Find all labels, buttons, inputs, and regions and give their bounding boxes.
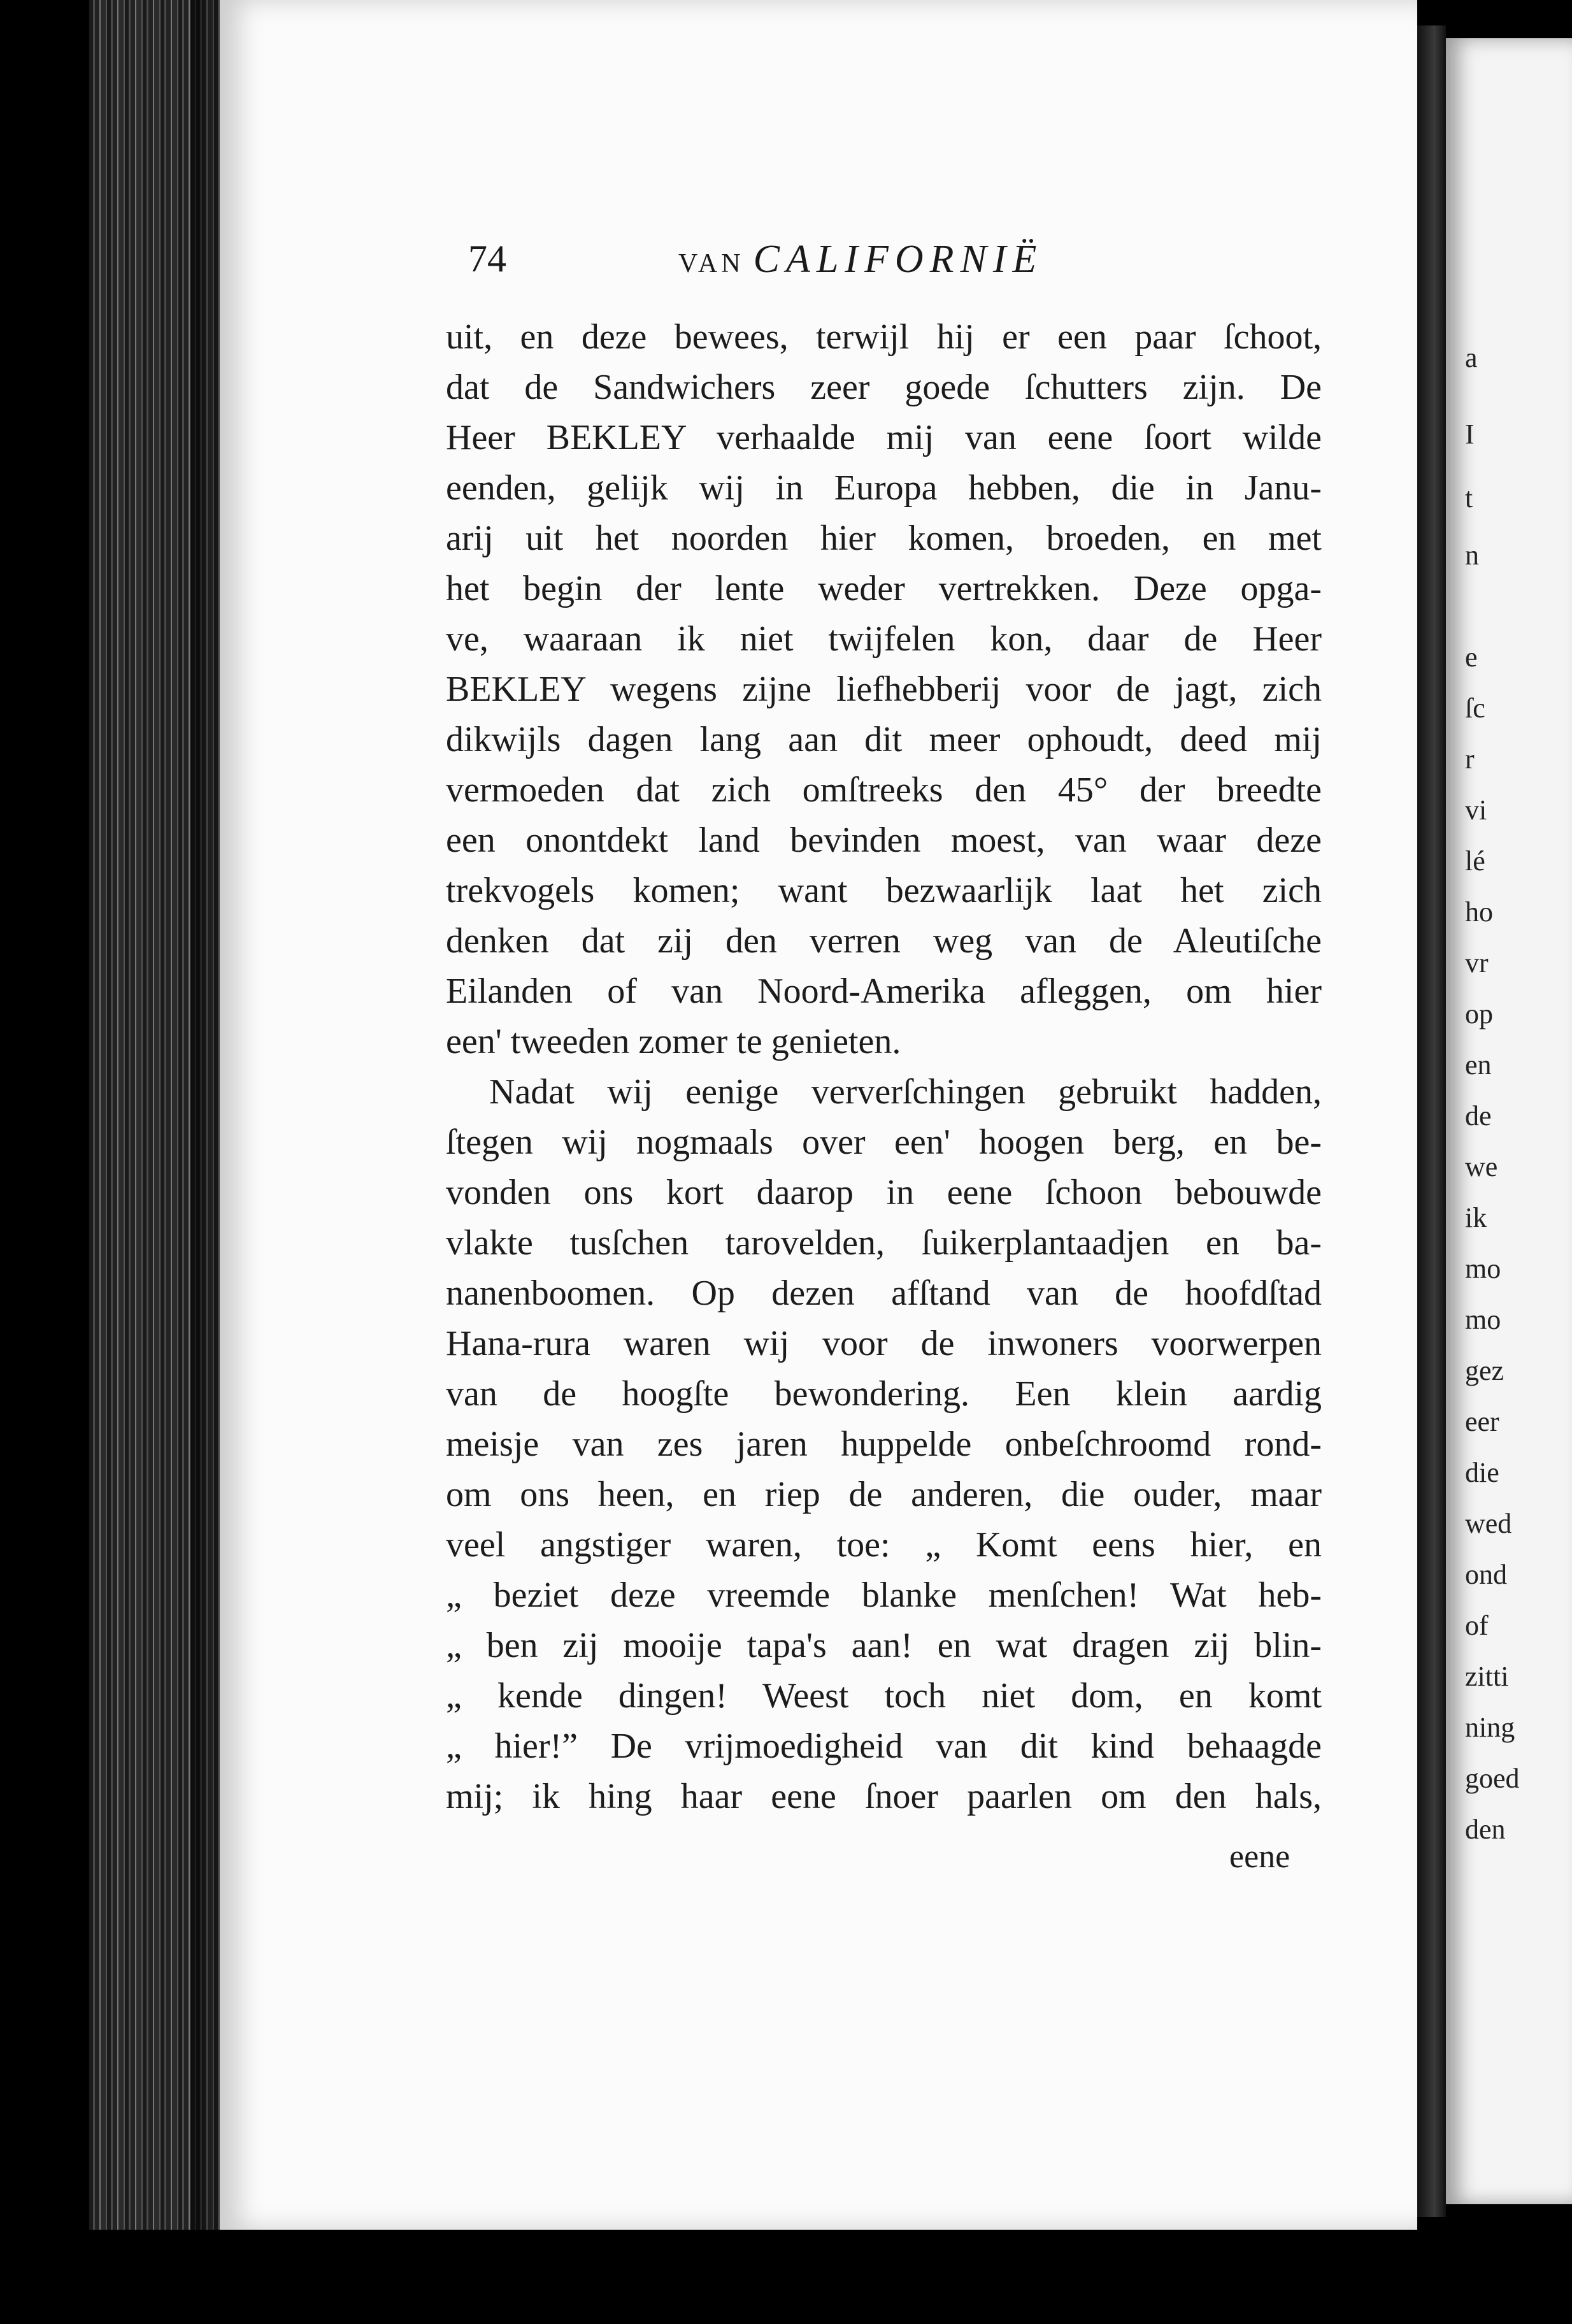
catchword: eene [1229,1839,1290,1875]
facing-page-fragment: lé [1465,845,1485,877]
facing-page-fragment: I [1465,419,1475,450]
page-gutter [1417,25,1446,2217]
text-line: Hana-rura waren wij voor de inwoners voorwerpen [446,1324,1322,1363]
text-line: veel angstiger waren, toe: „ Komt eens hier, en [446,1525,1322,1565]
facing-page-fragment: ond [1465,1559,1507,1590]
text-line: dat de Sandwichers zeer goede ſchutters zijn. De [446,368,1322,407]
facing-page-fragment: die [1465,1457,1499,1488]
facing-page-fragment: en [1465,1049,1492,1080]
text-line: „ hier!” De vrijmoedigheid van dit kind behaagde [446,1726,1322,1766]
text-line: vlakte tusſchen tarovelden, ſuikerplantaadjen en ba- [446,1223,1322,1263]
facing-page-fragment: n [1465,540,1479,571]
text-line: van de hoogſte bewondering. Een klein aardig [446,1374,1322,1414]
facing-page-fragment: e [1465,642,1478,673]
facing-page-fragment: mo [1465,1304,1501,1335]
text-line: om ons heen, en riep de anderen, die ouder, maar [446,1475,1322,1514]
facing-page-fragment: of [1465,1610,1489,1641]
text-line: arij uit het noorden hier komen, broeden, en met [446,519,1322,558]
text-line: een onontdekt land bevinden moest, van waar deze [446,821,1322,860]
text-line: trekvogels komen; want bezwaarlijk laat het zich [446,871,1322,910]
facing-page-fragment: gez [1465,1355,1504,1386]
text-line: dikwijls dagen lang aan dit meer ophoudt, deed mij [446,720,1322,759]
facing-page-fragment: op [1465,998,1493,1029]
facing-page-fragment: den [1465,1814,1506,1845]
facing-page-fragment: a [1465,342,1478,373]
facing-page-fragment: de [1465,1100,1492,1131]
text-line: vonden ons kort daarop in eene ſchoon bebouwde [446,1173,1322,1212]
running-header [468,237,1322,288]
text-line: „ beziet deze vreemde blanke menſchen! Wat heb- [446,1575,1322,1615]
text-line: een' tweeden zomer te genieten. [446,1022,901,1061]
page-number: 74 [468,238,506,280]
text-line: meisje van zes jaren huppelde onbeſchroomd rond- [446,1424,1322,1464]
running-title-prefix: VAN [678,249,745,278]
facing-page-fragment: we [1465,1151,1498,1182]
text-line: eenden, gelijk wij in Europa hebben, die in Janu- [446,468,1322,508]
text-line: uit, en deze bewees, terwijl hij er een paar ſchoot, [446,317,1322,357]
text-line: ſtegen wij nogmaals over een' hoogen berg, en be- [446,1123,1322,1162]
facing-page-fragment: vi [1465,794,1487,826]
facing-page-fragment: eer [1465,1406,1499,1437]
text-line: denken dat zij den verren weg van de Aleutiſche [446,921,1322,961]
text-line: vermoeden dat zich omſtreeks den 45° der breedte [446,770,1322,810]
facing-page-fragment: zitti [1465,1661,1509,1692]
facing-page-fragment: ik [1465,1202,1487,1233]
running-title [678,237,1043,282]
facing-page-fragment: r [1465,743,1475,775]
text-line: Heer BEKLEY verhaalde mij van eene ſoort wilde [446,418,1322,457]
facing-page-fragment: wed [1465,1508,1512,1539]
text-line: Eilanden of van Noord-Amerika afleggen, om hier [446,972,1322,1011]
text-line: ve, waaraan ik niet twijfelen kon, daar de Heer [446,619,1322,659]
facing-page-fragment: ning [1465,1712,1515,1743]
running-title-main: CALIFORNIË [753,238,1043,281]
facing-page-fragment: ho [1465,896,1493,928]
facing-page-fragment: t [1465,482,1473,513]
facing-page-fragment: vr [1465,947,1489,979]
paragraph-start-line: Nadat wij eenige ververſchingen gebruikt hadden, [489,1072,1322,1112]
text-line: „ ben zij mooije tapa's aan! en wat dragen zij blin- [446,1626,1322,1665]
facing-page-fragment: mo [1465,1253,1501,1284]
text-line: mij; ik hing haar eene ſnoer paarlen om den hals, [446,1777,1322,1816]
text-line: BEKLEY wegens zijne liefhebberij voor de jagt, zich [446,670,1322,709]
facing-page-fragment: goed [1465,1763,1520,1794]
facing-page-fragment: ſc [1465,692,1485,724]
text-line: nanenboomen. Op dezen afſtand van de hoofdſtad [446,1273,1322,1313]
body-text [446,312,1322,1822]
facing-page-edge [1446,38,1572,2204]
text-line: „ kende dingen! Weest toch niet dom, en komt [446,1676,1322,1716]
binding-shadow [191,0,223,2230]
text-line: het begin der lente weder vertrekken. Deze opga- [446,569,1322,608]
